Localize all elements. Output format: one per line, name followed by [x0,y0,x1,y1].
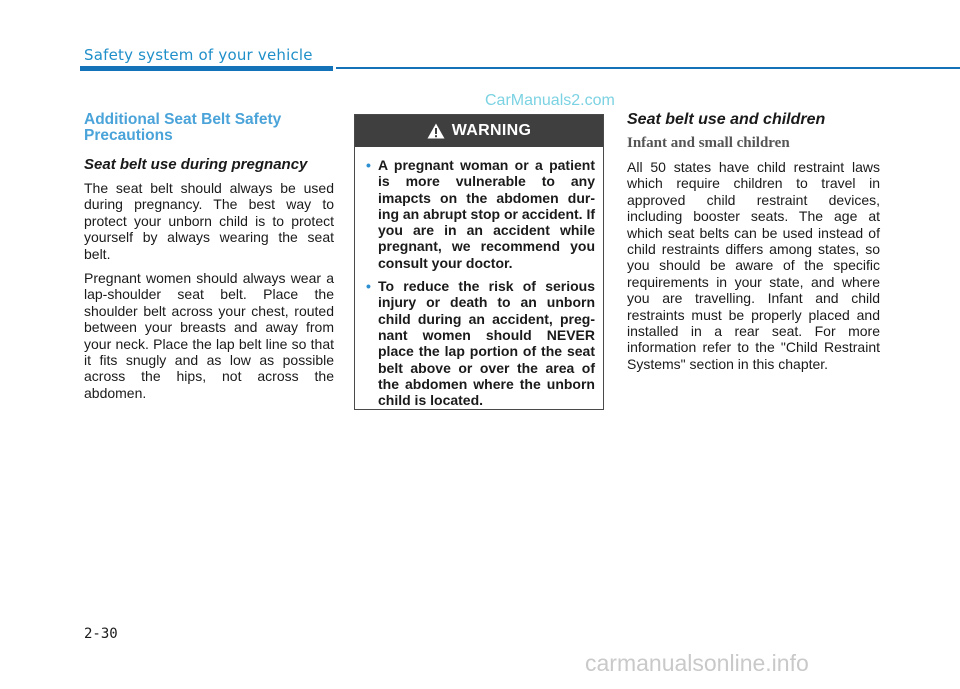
warning-item [366,278,595,408]
body-paragraph: Pregnant women should always wear a lap-shoulder seat belt. Place the shoulder belt across your chest, routed between your breasts and away from your neck. Place the lap belt line so that it fits snugly and as low as possible across the hips, not across the abdomen. [84,270,334,401]
section-heading: Additional Seat Belt Safety Precautions [84,111,282,144]
watermark-bottom: carmanualsonline.info [585,650,809,676]
warning-item-text: To reduce the risk of serious injury or death to an unborn child during an accident, preg- nant women should NEVER place the lap portion of the seat belt above or over the area of the abdomen where the unborn child is located. [378,278,595,409]
body-paragraph: All 50 states have child restraint laws which require children to travel in approved child restraint devices, including booster seats. The age at which seat belts can be used instead of child restraints differs among states, so you should be aware of the specific requirements in your state, and where you are travelling. Infant and child restraints must be properly placed and installed in a rear seat. For more information refer to the "Child Restraint Systems" section in this chapter. [627,159,880,372]
bullet-icon: • [366,157,371,173]
body-paragraph: The seat belt should always be used during pregnancy. The best way to protect your unborn child is to protect yourself by always wearing the seat belt. [84,180,334,262]
infant-subheading: Infant and small children [627,135,790,151]
header-rule [336,67,960,69]
watermark-top: CarManuals2.com [485,92,615,109]
warning-header [355,115,603,147]
header-accent-bar [80,66,333,71]
right-column [627,111,880,380]
section-title: Safety system of your vehicle [84,46,313,64]
page-number: 2-30 [84,626,118,642]
warning-item [366,157,595,271]
left-column [84,112,334,409]
warning-item-text: A pregnant woman or a patient is more vulnerable to any imapcts on the abdomen dur- ing an abrupt stop or accident. If you are in an accident while pregnant, we recommend you consult your doctor. [378,157,596,271]
children-heading: Seat belt use and children [627,111,826,128]
pregnancy-subheading: Seat belt use during pregnancy [84,156,308,173]
warning-title: WARNING [451,122,532,139]
warning-list [355,147,603,408]
warning-triangle-icon [427,123,445,139]
warning-box [354,114,604,410]
bullet-icon: • [366,278,371,295]
